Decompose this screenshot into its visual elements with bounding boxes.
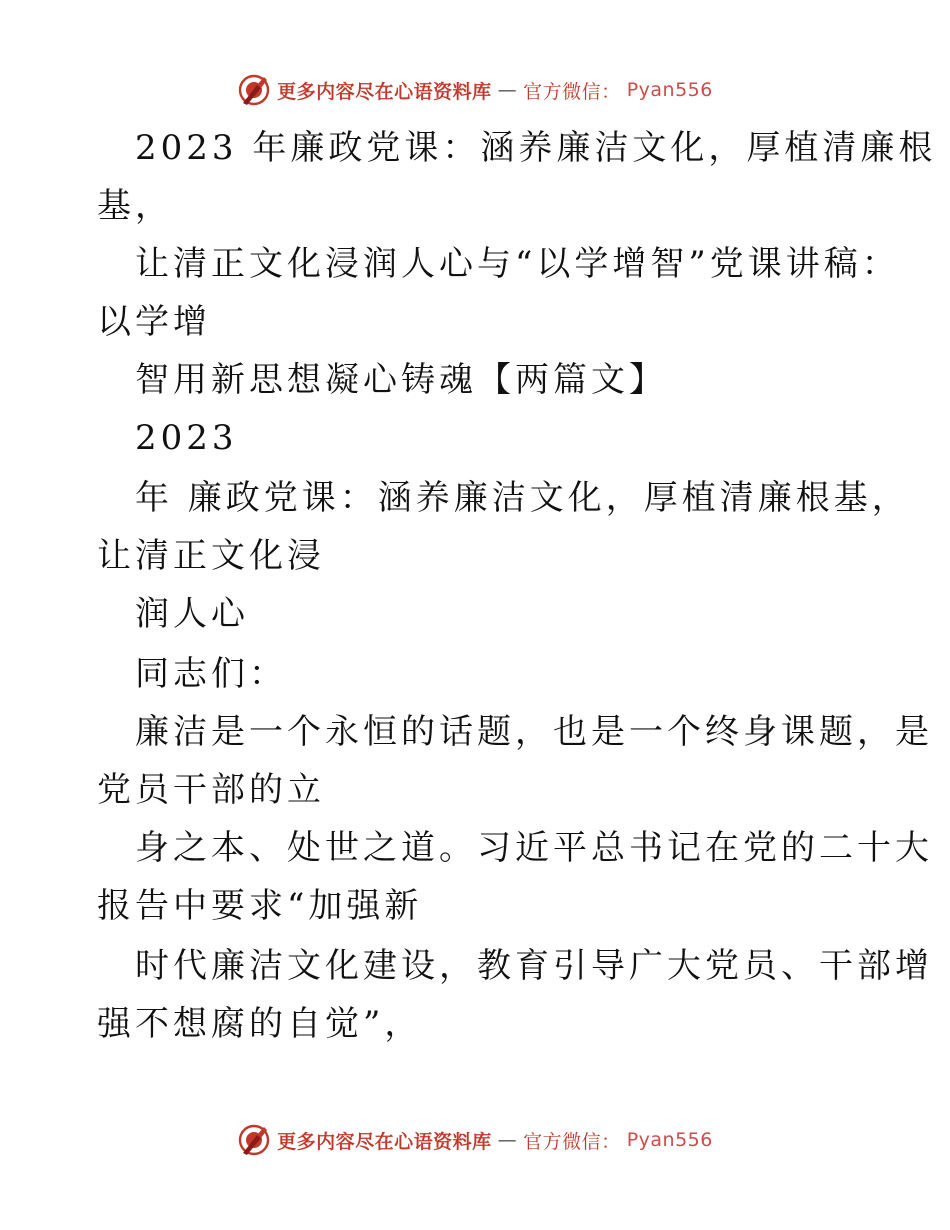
text-line: 廉洁是一个永恒的话题，也是一个终身课题，是 [135,712,933,752]
banner-wechat-label: 官方微信： [523,80,621,103]
banner-wechat-id: Pyan556 [626,79,713,101]
text-line: 2023 [135,418,238,458]
text-line: 同志们： [135,654,287,694]
text-line: 报告中要求“加强新 [97,886,423,926]
text-line: 党员干部的立 [97,770,325,810]
banner-wechat-id: Pyan556 [626,1129,713,1151]
text-line: 年 廉政党课：涵养廉洁文化，厚植清廉根基， [135,478,910,518]
text-line: 以学增 [97,302,211,342]
text-line: 润人心 [135,594,249,634]
text-line: 2023 年廉政党课：涵养廉洁文化，厚植清廉根 [135,128,937,168]
text-line: 强不想腐的自觉”， [97,1004,423,1044]
banner-dash: — [497,1129,518,1151]
text-line: 让清正文化浸 [97,536,325,576]
banner-main-text: 更多内容尽在心语资料库 [277,1130,492,1153]
pen-logo-icon [237,1123,271,1157]
text-line: 让清正文化浸润人心与“以学增智”党课讲稿： [135,244,900,284]
text-line: 时代廉洁文化建设，教育引导广大党员、干部增 [135,946,933,986]
footer-banner [0,1120,950,1160]
text-line: 智用新思想凝心铸魂【两篇文】 [135,360,667,400]
text-line: 身之本、处世之道。习近平总书记在党的二十大 [135,828,933,868]
banner-wechat-label: 官方微信： [523,1130,621,1153]
banner-dash: — [497,79,518,101]
text-line: 基， [97,186,173,226]
banner-main-text: 更多内容尽在心语资料库 [277,80,492,103]
